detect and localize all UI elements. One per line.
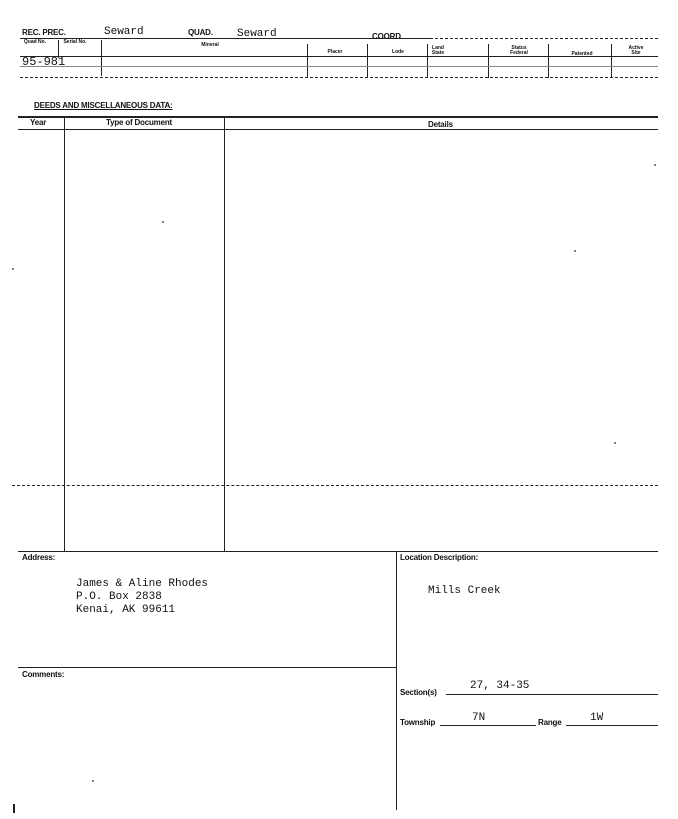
- location-description-label: Location Description:: [400, 553, 479, 562]
- quad-value: Seward: [237, 28, 277, 40]
- header-rule-dashed: [430, 38, 658, 39]
- township-label: Township: [400, 718, 436, 727]
- sections-value: 27, 34-35: [470, 680, 530, 692]
- rec-prec-value: Seward: [104, 26, 144, 38]
- range-underline: [566, 725, 658, 726]
- serial-no-header: Serial No.: [63, 39, 87, 45]
- scan-mark: [13, 804, 15, 813]
- deeds-col-divider-2: [224, 116, 225, 552]
- sections-label: Section(s): [400, 688, 437, 697]
- claim-col-divider: [427, 44, 428, 78]
- claim-col-divider: [548, 44, 549, 78]
- placer-header: Placer: [327, 49, 343, 55]
- address-line-1: James & Aline Rhodes: [76, 578, 209, 590]
- address-label: Address:: [22, 553, 56, 562]
- range-label: Range: [538, 718, 562, 727]
- active-site-header: Active Site: [628, 45, 644, 56]
- land-state-header: Land State: [431, 45, 445, 56]
- status-federal-header: Status Federal: [510, 45, 528, 56]
- township-underline: [440, 725, 536, 726]
- claim-col-divider: [367, 44, 368, 78]
- range-value: 1W: [590, 712, 604, 724]
- deeds-bottom-rule: [18, 551, 658, 552]
- deeds-col-divider-1: [64, 116, 65, 552]
- scan-speck: [574, 250, 576, 252]
- deeds-header-rule: [18, 129, 658, 130]
- quad-label: QUAD.: [188, 28, 213, 37]
- township-value: 7N: [472, 712, 486, 724]
- location-description-value: Mills Creek: [428, 585, 501, 597]
- details-col-header: Details: [428, 120, 453, 129]
- claim-col-divider: [488, 44, 489, 78]
- address-comments-rule: [18, 667, 396, 668]
- deeds-section-title: DEEDS AND MISCELLANEOUS DATA:: [34, 101, 173, 110]
- address-line-2: P.O. Box 2838: [76, 591, 162, 603]
- scan-speck: [12, 268, 14, 270]
- claim-col-divider: [307, 44, 308, 78]
- claim-col-divider: [611, 44, 612, 78]
- claim-col-divider: [101, 40, 102, 76]
- comments-label: Comments:: [22, 670, 65, 679]
- sections-underline: [446, 694, 658, 695]
- address-line-3: Kenai, AK 99611: [76, 604, 176, 616]
- year-col-header: Year: [30, 118, 47, 127]
- patented-header: Patented: [571, 51, 593, 57]
- deeds-dashed-rule: [12, 485, 658, 486]
- quad-no-header: Quad No.: [23, 39, 47, 45]
- claim-table-bottom-dashed: [20, 77, 658, 78]
- scan-speck: [162, 221, 164, 223]
- scan-speck: [614, 442, 616, 444]
- type-of-document-col-header: Type of Document: [106, 118, 172, 127]
- lode-header: Lode: [392, 49, 404, 55]
- claim-col-divider: [58, 40, 59, 58]
- scan-speck: [654, 164, 656, 166]
- mineral-header: Mineral: [201, 42, 219, 48]
- coord-label: COORD.: [372, 32, 403, 41]
- claim-row-rule: [20, 66, 658, 67]
- quad-no-value: 95-981: [22, 55, 66, 69]
- scan-speck: [92, 780, 94, 782]
- address-location-divider: [396, 551, 397, 810]
- rec-prec-label: REC. PREC.: [22, 28, 66, 37]
